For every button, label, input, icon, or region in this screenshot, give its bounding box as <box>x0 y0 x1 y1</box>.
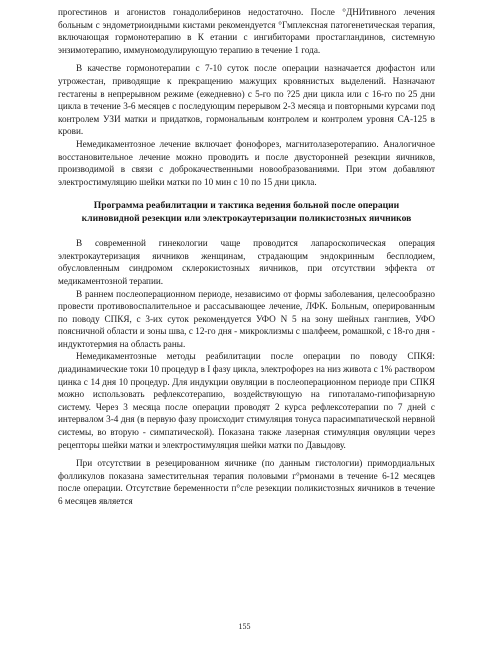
paragraph-rehab-methods: Немедикаментозные методы реабилитации после операции по поводу СПКЯ: диадинамические токи 10 процедур в I фазу цикла, электрофорез на низ живота с 1% раствором цинка с 14 дня 10 процедур. Для индукции овуляции в послеоперационном периоде при СПКЯ можно использовать рефлексотерапию, воздействующую на гипоталамо-гипофизарную систему. Через 3 месяца после операции проводят 2 курса рефлексотерапии по 7 дней с интервалом 3-4 дня (в первую фазу происходит стимуляция тонуса парасимпатической нервной системы, во вторую - симпатической). Показана также лазерная стимуляция овуляции через рецепторы шейки матки и электростимуляция шейки матки по Давыдову. <box>58 351 435 450</box>
paragraph-replacement-therapy: При отсутствии в резецированном яичнике (по данным гистологии) примордиальных фолликулов показана заместительная терапия половыми г°рмонами в течение 6-12 месяцев после операции. Отсутствие беременности п°сле резекции поликистозных яичников в течение 6 месяцев является <box>58 458 435 506</box>
paragraph-early-postop: В раннем послеоперационном периоде, независимо от формы заболевания, целесообразно провести противовоспалительное и рассасывающее лечение, ЛФК. Больным, оперированным по поводу СПКЯ, с 3-их суток рекомендуется УФО N 5 на зону шейных ганглиев, УФО поясничной области и зоны шва, с 12-го дня - микроклизмы с шалфеем, ромашкой, с 18-го дня - индуктотермия на область раны. <box>58 288 435 349</box>
paragraph-hormone-therapy: В качестве гормонотерапии с 7-10 суток после операции назначается дюфастон или утрожестан, приводящие к прекращению мажущих кровянистых выделений. Назначают гестагены в непрерывном режиме (ежедневно) с 5-го по ?25 дни цикла или с 16-го по 25 дни цикла в течение 3-6 месяцев с последующим перерывом 2-3 месяца и повторными курсами под контролем УЗИ матки и придатков, гормональным контролем и контролем уровня СА-125 в крови. <box>58 63 435 137</box>
paragraph-laparoscopy: В современной гинекологии чаще проводится лапароскопическая операция электрокаутеризация яичников женщинам, страдающим эндокринным бесплодием, обусловленным синдромом склерокистозных яичников, при отсутствии эффекта от медикаментозной терапии. <box>58 238 435 286</box>
paragraph-non-drug-treatment: Немедикаментозное лечение включает фонофорез, магнитолазеротерапию. Аналогичное восстановительное лечение можно проводить и после двусторонней резекции яичников, производимой в связи с доброкачественными новообразованиями. При этом добавляют электростимуляцию шейки матки по 10 мин с 10 по 15 дни цикла. <box>58 138 435 187</box>
paragraph-continued: прогестинов и агонистов гонадолиберинов недостаточно. После °ДНИтивного лечения больным с эндометриоидными кистами рекомендуется °Гмплексная патогенетическая терапия, включающая гормонотерапию в К етании с ингибиторами простагландинов, системную энзимотерапию, иммуномодулирующую терапию в течение 1 года. <box>58 7 435 55</box>
section-heading: Программа реабилитации и тактика ведения больной после операции клиновидной резекции или электрокаутеризации поликистозных яичников <box>81 200 412 224</box>
page-number: 155 <box>238 622 251 631</box>
